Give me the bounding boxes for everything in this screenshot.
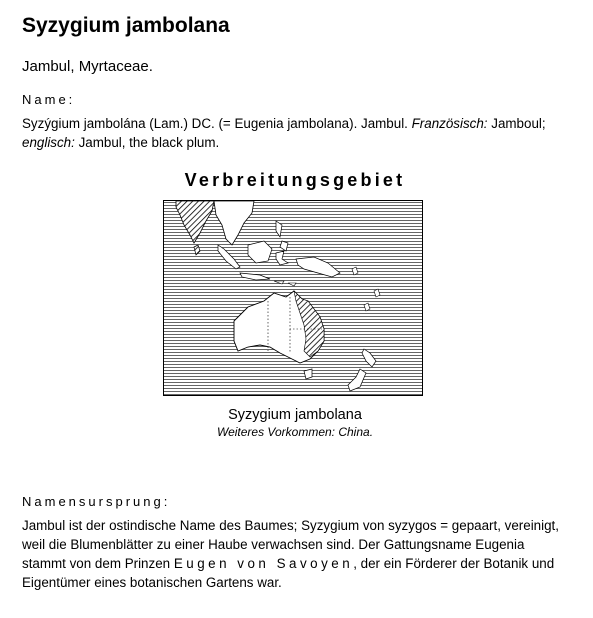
prince-name: Eugen von Savoyen (173, 556, 354, 571)
name-paragraph (22, 114, 562, 152)
name-text-part2: Jamboul; (487, 116, 546, 131)
english-label: englisch: (22, 135, 75, 150)
page-title: Syzygium jambolana (22, 14, 230, 37)
origin-text-part2: , der ein Förderer der Botanik und Eigentümer eines botanischen Gartens war. (22, 556, 555, 590)
french-label: Französisch: (411, 116, 488, 131)
map-caption-note: Weiteres Vorkommen: China. (216, 425, 374, 439)
name-text-part3: Jambul, the black plum. (74, 135, 220, 150)
name-text-part1: Syzýgium jambolána (Lam.) DC. (= Eugenia jambolana). Jambul. (22, 116, 412, 131)
origin-text-part1: Jambul ist der ostindische Name des Baumes; Syzygium von syzygos = gepaart, vereinigt, weil die Blumenblätter zu einer Haube verwachsen sind. Der Gattungsname Eugenia stammt von dem Prinzen (22, 518, 559, 571)
map-heading: Verbreitungsgebiet (184, 170, 406, 190)
origin-paragraph (22, 516, 562, 592)
name-section-label: Name: (22, 92, 76, 107)
distribution-map-figure (164, 201, 422, 395)
page-subtitle: Jambul, Myrtaceae. (22, 58, 153, 75)
origin-section-label: Namensursprung: (22, 494, 171, 509)
distribution-map (163, 200, 423, 396)
map-caption: Syzygium jambolana (228, 407, 362, 423)
